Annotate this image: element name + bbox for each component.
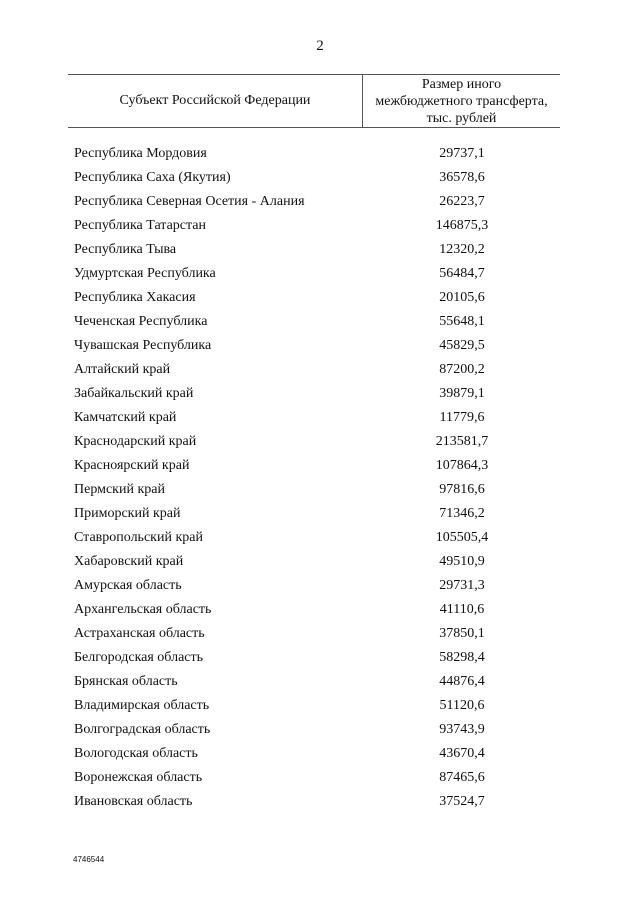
subject-name: Республика Тыва <box>74 242 177 257</box>
subject-name: Республика Хакасия <box>74 290 196 305</box>
transfer-amount: 51120,6 <box>439 698 485 713</box>
subject-name: Пермский край <box>74 482 165 497</box>
transfer-amount: 93743,9 <box>439 722 485 737</box>
subject-name: Хабаровский край <box>74 554 184 569</box>
transfer-amount: 58298,4 <box>439 650 485 665</box>
table-row <box>0 624 640 648</box>
table-row <box>0 768 640 792</box>
table-row <box>0 744 640 768</box>
subject-name: Ставропольский край <box>74 530 203 545</box>
header-subject-label: Субъект Российской Федерации <box>119 93 311 108</box>
table-row <box>0 408 640 432</box>
table-row <box>0 720 640 744</box>
transfer-amount: 29737,1 <box>439 146 485 161</box>
transfer-amount: 41110,6 <box>439 602 485 617</box>
header-subject-column <box>68 75 362 127</box>
subject-name: Брянская область <box>74 674 178 689</box>
transfer-amount: 146875,3 <box>435 218 489 233</box>
transfer-amount: 36578,6 <box>439 170 485 185</box>
table-row <box>0 192 640 216</box>
table-row <box>0 480 640 504</box>
transfer-amount: 37850,1 <box>439 626 485 641</box>
subject-name: Республика Саха (Якутия) <box>74 170 231 185</box>
transfer-amount: 107864,3 <box>435 458 489 473</box>
table-row <box>0 312 640 336</box>
transfer-amount: 11779,6 <box>439 410 485 425</box>
transfer-amount: 37524,7 <box>439 794 485 809</box>
header-amount-line-3: тыс. рублей <box>426 111 497 126</box>
subject-name: Камчатский край <box>74 410 177 425</box>
subject-name: Вологодская область <box>74 746 198 761</box>
table-row <box>0 384 640 408</box>
subject-name: Чувашская Республика <box>74 338 212 353</box>
transfer-amount: 213581,7 <box>435 434 489 449</box>
table-row <box>0 360 640 384</box>
transfer-amount: 44876,4 <box>439 674 485 689</box>
subject-name: Республика Мордовия <box>74 146 207 161</box>
header-amount-column <box>363 76 560 126</box>
subject-name: Алтайский край <box>74 362 171 377</box>
transfer-amount: 87200,2 <box>439 362 485 377</box>
transfer-amount: 20105,6 <box>439 290 485 305</box>
subject-name: Республика Северная Осетия - Алания <box>74 194 305 209</box>
table-row <box>0 648 640 672</box>
table-body <box>0 144 640 816</box>
header-amount-line-2: межбюджетного трансферта, <box>375 94 548 109</box>
subject-name: Ивановская область <box>74 794 193 809</box>
table-row <box>0 264 640 288</box>
table-row <box>0 504 640 528</box>
table-row <box>0 144 640 168</box>
table-row <box>0 288 640 312</box>
table-row <box>0 696 640 720</box>
subject-name: Волгоградская область <box>74 722 211 737</box>
transfer-amount: 49510,9 <box>439 554 485 569</box>
transfer-amount: 39879,1 <box>439 386 485 401</box>
subject-name: Приморский край <box>74 506 181 521</box>
table-row <box>0 792 640 816</box>
subject-name: Чеченская Республика <box>74 314 208 329</box>
table-row <box>0 432 640 456</box>
transfer-amount: 29731,3 <box>439 578 485 593</box>
subject-name: Архангельская область <box>74 602 212 617</box>
header-amount-line-1: Размер иного <box>421 77 502 92</box>
table-header <box>68 74 560 128</box>
table-row <box>0 168 640 192</box>
subject-name: Воронежская область <box>74 770 203 785</box>
transfer-amount: 71346,2 <box>439 506 485 521</box>
table-row <box>0 240 640 264</box>
transfer-amount: 45829,5 <box>439 338 485 353</box>
transfer-amount: 56484,7 <box>439 266 485 281</box>
table-row <box>0 528 640 552</box>
subject-name: Астраханская область <box>74 626 205 641</box>
subject-name: Забайкальский край <box>74 386 194 401</box>
transfer-amount: 43670,4 <box>439 746 485 761</box>
table-row <box>0 336 640 360</box>
transfer-amount: 26223,7 <box>439 194 485 209</box>
table-row <box>0 456 640 480</box>
table-row <box>0 600 640 624</box>
subject-name: Амурская область <box>74 578 182 593</box>
transfer-amount: 55648,1 <box>439 314 485 329</box>
subject-name: Удмуртская Республика <box>74 266 216 281</box>
page-number: 2 <box>316 38 324 54</box>
transfer-amount: 105505,4 <box>435 530 489 545</box>
subject-name: Краснодарский край <box>74 434 197 449</box>
transfer-amount: 12320,2 <box>439 242 485 257</box>
table-row <box>0 216 640 240</box>
subject-name: Республика Татарстан <box>74 218 207 233</box>
table-row <box>0 552 640 576</box>
subject-name: Красноярский край <box>74 458 190 473</box>
subject-name: Владимирская область <box>74 698 210 713</box>
transfer-amount: 87465,6 <box>439 770 485 785</box>
table-row <box>0 672 640 696</box>
document-code: 4746544 <box>73 855 105 864</box>
transfer-amount: 97816,6 <box>439 482 485 497</box>
subject-name: Белгородская область <box>74 650 204 665</box>
table-row <box>0 576 640 600</box>
